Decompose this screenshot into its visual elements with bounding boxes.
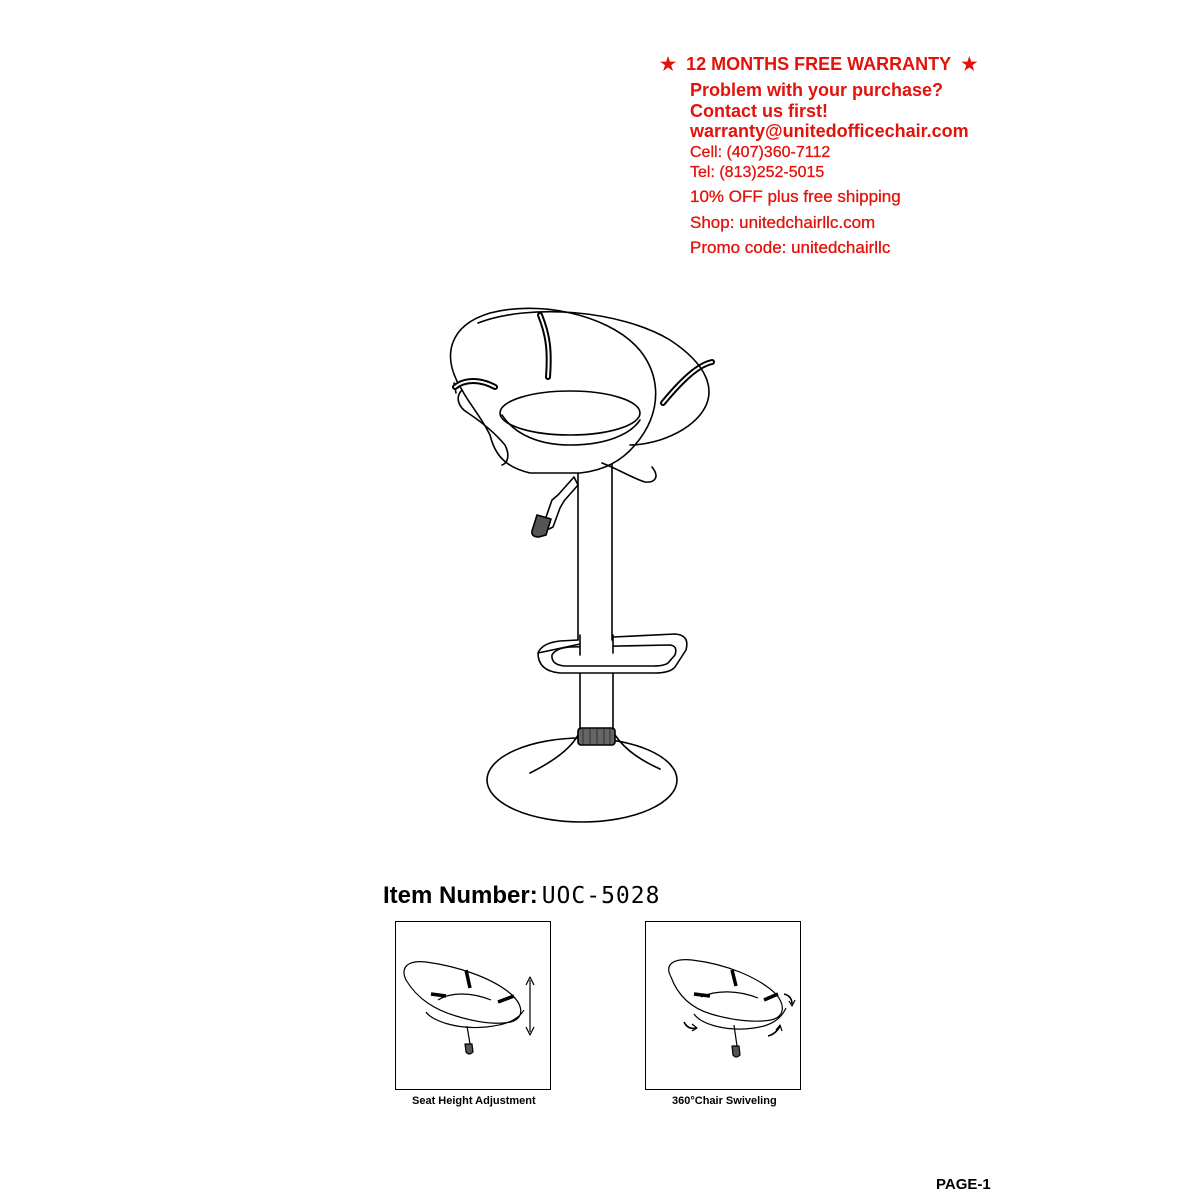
gas-cylinder-upper bbox=[578, 463, 612, 640]
seat-height-caption: Seat Height Adjustment bbox=[412, 1095, 536, 1107]
item-number bbox=[383, 882, 660, 910]
warranty-offer: 10% OFF plus free shipping bbox=[690, 187, 901, 206]
gas-cylinder-lower bbox=[580, 665, 613, 729]
warranty-shop: Shop: unitedchairllc.com bbox=[690, 213, 876, 232]
warranty-headline bbox=[660, 54, 977, 75]
warranty-cell-phone: Cell: (407)360-7112 bbox=[690, 144, 831, 161]
bar-stool-illustration bbox=[420, 295, 760, 835]
stool-base bbox=[487, 735, 677, 822]
warranty-promo: Promo code: unitedchairllc bbox=[690, 238, 891, 257]
height-lever bbox=[532, 477, 578, 537]
warranty-email: warranty@unitedofficechair.com bbox=[690, 121, 969, 141]
warranty-tel-phone: Tel: (813)252-5015 bbox=[690, 164, 825, 181]
star-icon: ★ bbox=[961, 54, 978, 74]
star-icon: ★ bbox=[660, 54, 677, 74]
swivel-caption: 360°Chair Swiveling bbox=[672, 1095, 777, 1107]
height-adjust-icon bbox=[396, 922, 550, 1089]
warranty-contact-text: Contact us first! bbox=[690, 101, 829, 121]
seat-height-feature-box bbox=[395, 921, 551, 1090]
warranty-headline-text: 12 MONTHS FREE WARRANTY bbox=[686, 54, 952, 74]
swivel-icon bbox=[646, 922, 800, 1089]
base-collar bbox=[578, 728, 615, 745]
seat-shell bbox=[451, 308, 712, 482]
page-number: PAGE-1 bbox=[936, 1176, 991, 1193]
swivel-feature-box bbox=[645, 921, 801, 1090]
warranty-problem-text: Problem with your purchase? bbox=[690, 80, 944, 100]
item-number-label: Item Number: bbox=[383, 882, 538, 909]
item-number-value: UOC-5028 bbox=[541, 883, 661, 909]
